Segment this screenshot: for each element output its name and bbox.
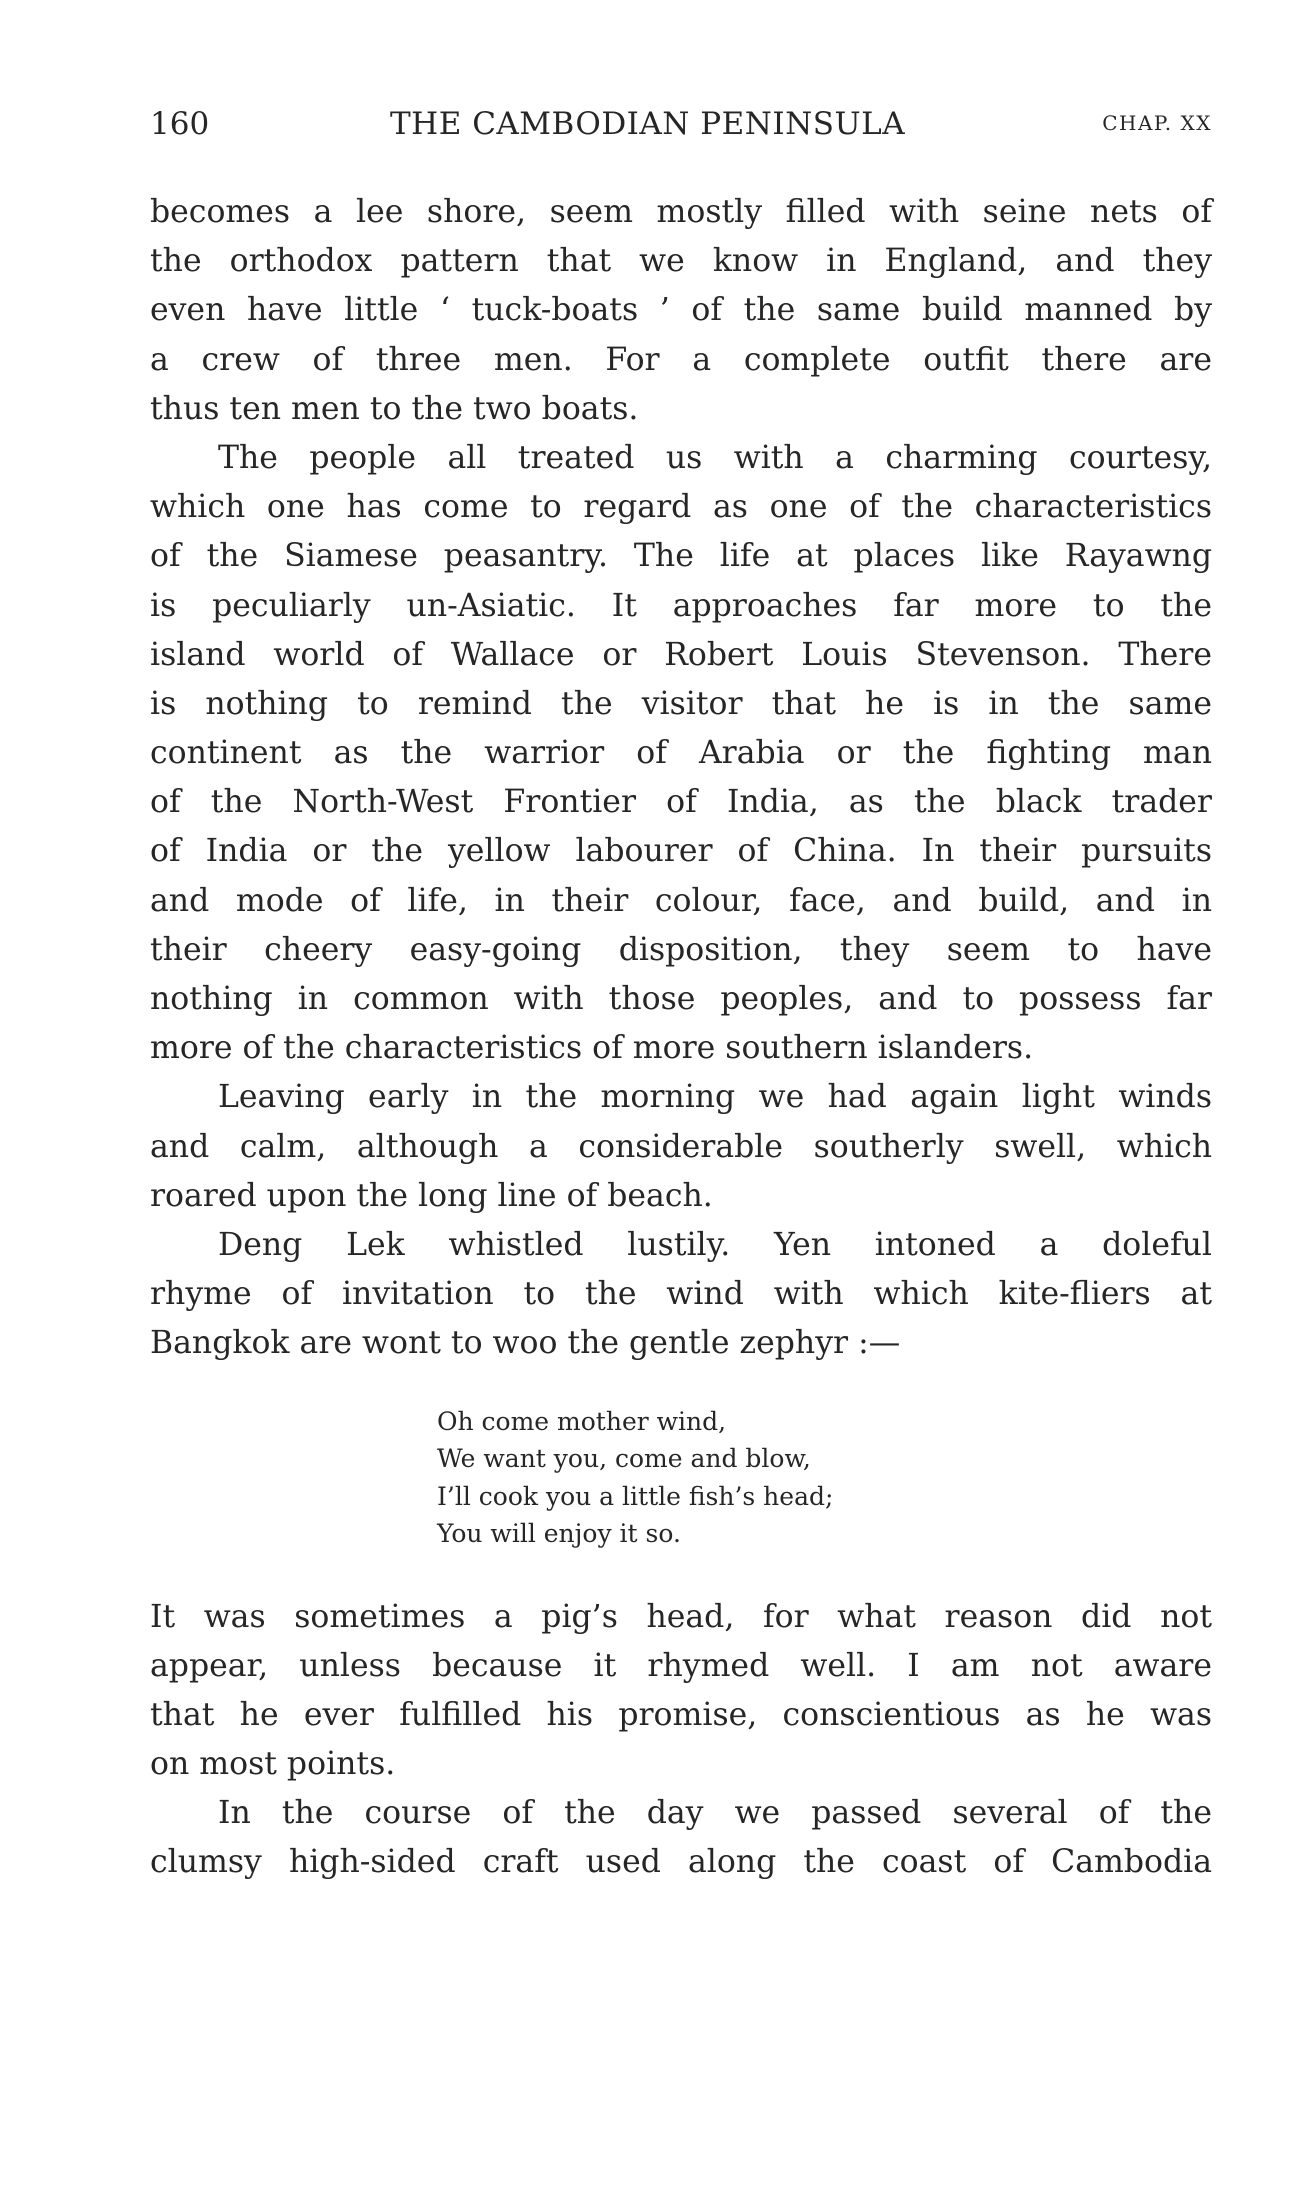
body-text [150, 188, 1212, 1888]
paragraph [150, 1221, 1212, 1369]
page-number: 160 [150, 106, 210, 142]
text-line: thus ten men to the two boats. [150, 390, 639, 427]
text-line: of the North-West Frontier of India, as the black trader [150, 784, 1212, 821]
text-line: island world of Wallace or Robert Louis Stevenson. There [150, 636, 1212, 673]
text-line: roared upon the long line of beach. [150, 1177, 713, 1214]
text-line: rhyme of invitation to the wind with which kite-fliers at [150, 1276, 1212, 1313]
text-line: that he ever fulfilled his promise, conscientious as he was [150, 1696, 1212, 1733]
text-line: The people all treated us with a charming courtesy, [218, 439, 1212, 476]
verse-line: Oh come mother wind, [437, 1406, 727, 1436]
verse-line: I’ll cook you a little fish’s head; [437, 1481, 834, 1511]
text-line: is nothing to remind the visitor that he is in the same [150, 685, 1212, 722]
verse-block [437, 1403, 1212, 1553]
text-line: Deng Lek whistled lustily. Yen intoned a doleful [218, 1226, 1212, 1263]
paragraph [150, 188, 1212, 434]
paragraph [150, 1593, 1212, 1790]
text-line: and calm, although a considerable southerly swell, which [150, 1128, 1212, 1165]
text-line: Bangkok are wont to woo the gentle zephyr :— [150, 1325, 901, 1362]
text-line: In the course of the day we passed several of the [218, 1795, 1212, 1832]
text-line: more of the characteristics of more southern islanders. [150, 1030, 1034, 1067]
text-line: becomes a lee shore, seem mostly filled with seine nets of [150, 194, 1212, 230]
text-line: continent as the warrior of Arabia or the fighting man [150, 735, 1212, 772]
text-line: a crew of three men. For a complete outfit there are [150, 341, 1212, 378]
paragraph [150, 1073, 1212, 1221]
text-line: Leaving early in the morning we had again light winds [218, 1079, 1212, 1116]
text-line: on most points. [150, 1746, 396, 1783]
text-line: which one has come to regard as one of the characteristics [150, 489, 1212, 526]
text-line: is peculiarly un-Asiatic. It approaches far more to the [150, 587, 1212, 624]
running-header [150, 106, 1212, 146]
text-line: nothing in common with those peoples, and to possess far [150, 981, 1212, 1017]
verse-line: You will enjoy it so. [437, 1519, 681, 1548]
text-line: the orthodox pattern that we know in England, and they [150, 243, 1212, 280]
paragraph [150, 434, 1212, 1073]
chapter-label: CHAP. XX [1102, 111, 1212, 135]
text-line: even have little ‘ tuck-boats ’ of the same build manned by [150, 292, 1212, 329]
text-line: of India or the yellow labourer of China. In their pursuits [150, 833, 1212, 870]
text-line: It was sometimes a pig’s head, for what reason did not [150, 1598, 1212, 1635]
paragraph [150, 1789, 1212, 1887]
running-title: THE CAMBODIAN PENINSULA [390, 106, 906, 142]
text-line: their cheery easy-going disposition, they seem to have [150, 931, 1212, 968]
text-line: of the Siamese peasantry. The life at places like Rayawng [150, 538, 1212, 575]
text-line: clumsy high-sided craft used along the coast of Cambodia [150, 1844, 1212, 1881]
text-line: appear, unless because it rhymed well. I am not aware [150, 1647, 1212, 1684]
verse-line: We want you, come and blow, [437, 1444, 811, 1473]
text-line: and mode of life, in their colour, face, and build, and in [150, 882, 1212, 919]
